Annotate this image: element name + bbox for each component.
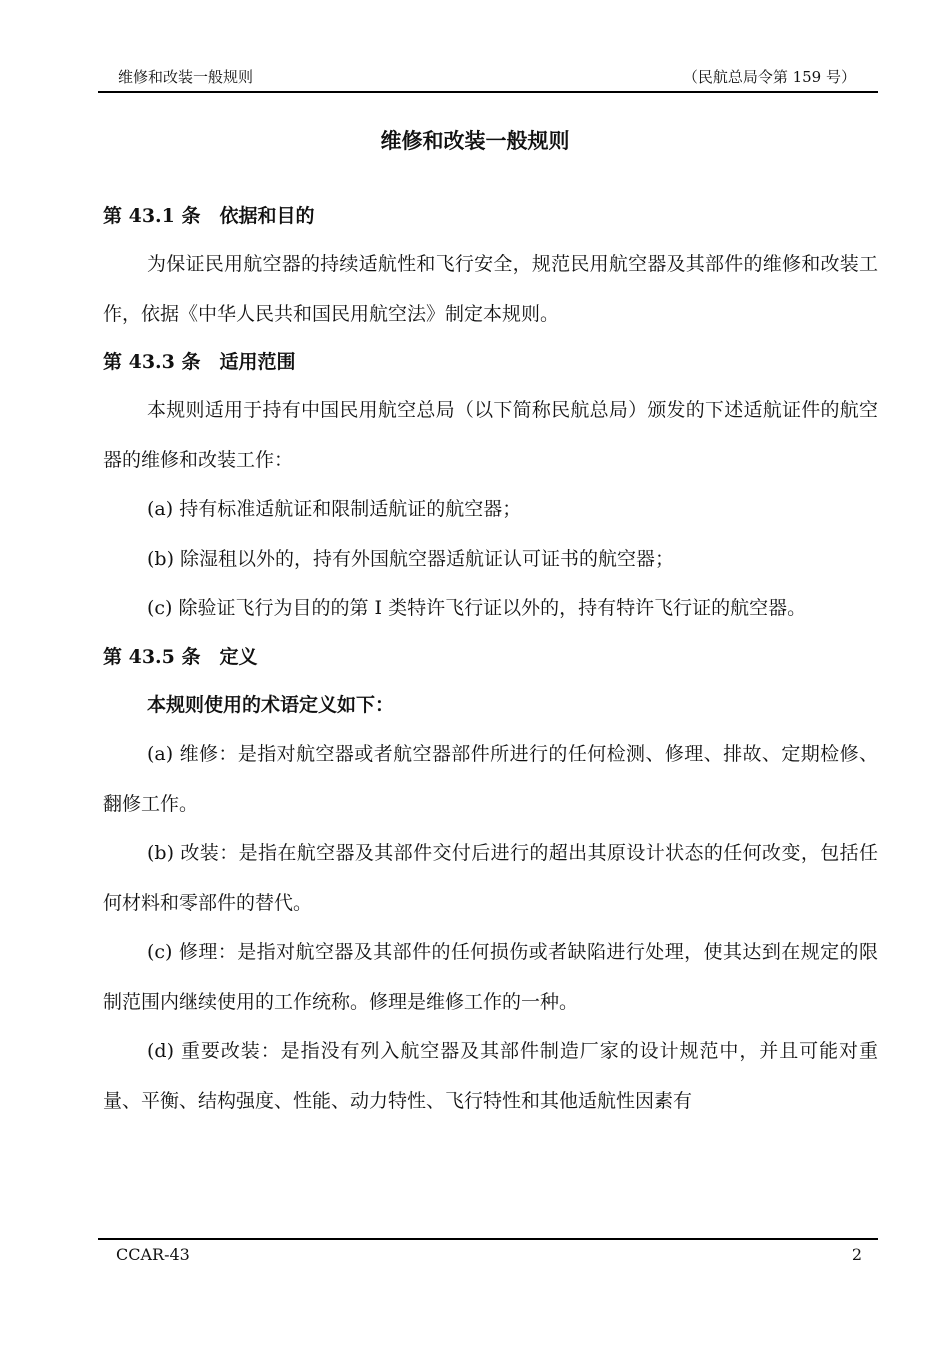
definition-alteration: (b) 改装：是指在航空器及其部件交付后进行的超出其原设计状态的任何改变，包括任何材料和零部件的替代。 bbox=[103, 842, 878, 914]
definition-repair: (c) 修理：是指对航空器及其部件的任何损伤或者缺陷进行处理，使其达到在规定的限制范围内继续使用的工作统称。修理是维修工作的一种。 bbox=[103, 941, 878, 1013]
definition-maintenance: (a) 维修：是指对航空器或者航空器部件所进行的任何检测、修理、排故、定期检修、翻修工作。 bbox=[103, 743, 878, 815]
page-header bbox=[98, 66, 878, 92]
definition-major-alteration: (d) 重要改装：是指没有列入航空器及其部件制造厂家的设计规范中，并且可能对重量、平衡、结构强度、性能、动力特性、飞行特性和其他适航性因素有 bbox=[103, 1040, 878, 1112]
list-item-c: (c) 除验证飞行为目的的第 I 类特许飞行证以外的，持有特许飞行证的航空器。 bbox=[147, 597, 807, 619]
paragraph: 本规则适用于持有中国民用航空总局（以下简称民航总局）颁发的下述适航证件的航空器的维修和改装工作： bbox=[103, 399, 878, 471]
footer-rule bbox=[98, 1238, 878, 1240]
list-item-b: (b) 除湿租以外的，持有外国航空器适航证认可证书的航空器； bbox=[147, 547, 675, 570]
paragraph: 为保证民用航空器的持续适航性和飞行安全，规范民用航空器及其部件的维修和改装工作，依据《中华人民共和国民用航空法》制定本规则。 bbox=[103, 253, 878, 325]
section-heading-43-5: 第 43.5 条 定义 bbox=[103, 645, 258, 668]
header-rule bbox=[98, 91, 878, 93]
page-title: 维修和改装一般规则 bbox=[380, 128, 570, 153]
page-number: 2 bbox=[851, 1245, 862, 1264]
footer-regulation-code: CCAR-43 bbox=[116, 1245, 190, 1264]
section-heading-43-3: 第 43.3 条 适用范围 bbox=[103, 351, 296, 373]
header-doc-title: 维修和改装一般规则 bbox=[118, 68, 254, 86]
section-heading-43-1: 第 43.1 条 依据和目的 bbox=[103, 205, 315, 227]
list-item-a: (a) 持有标准适航证和限制适航证的航空器； bbox=[147, 498, 522, 520]
document-body bbox=[103, 193, 878, 1126]
definitions-intro: 本规则使用的术语定义如下： bbox=[147, 693, 395, 716]
header-order-number: （民航总局令第 159 号） bbox=[682, 68, 856, 86]
